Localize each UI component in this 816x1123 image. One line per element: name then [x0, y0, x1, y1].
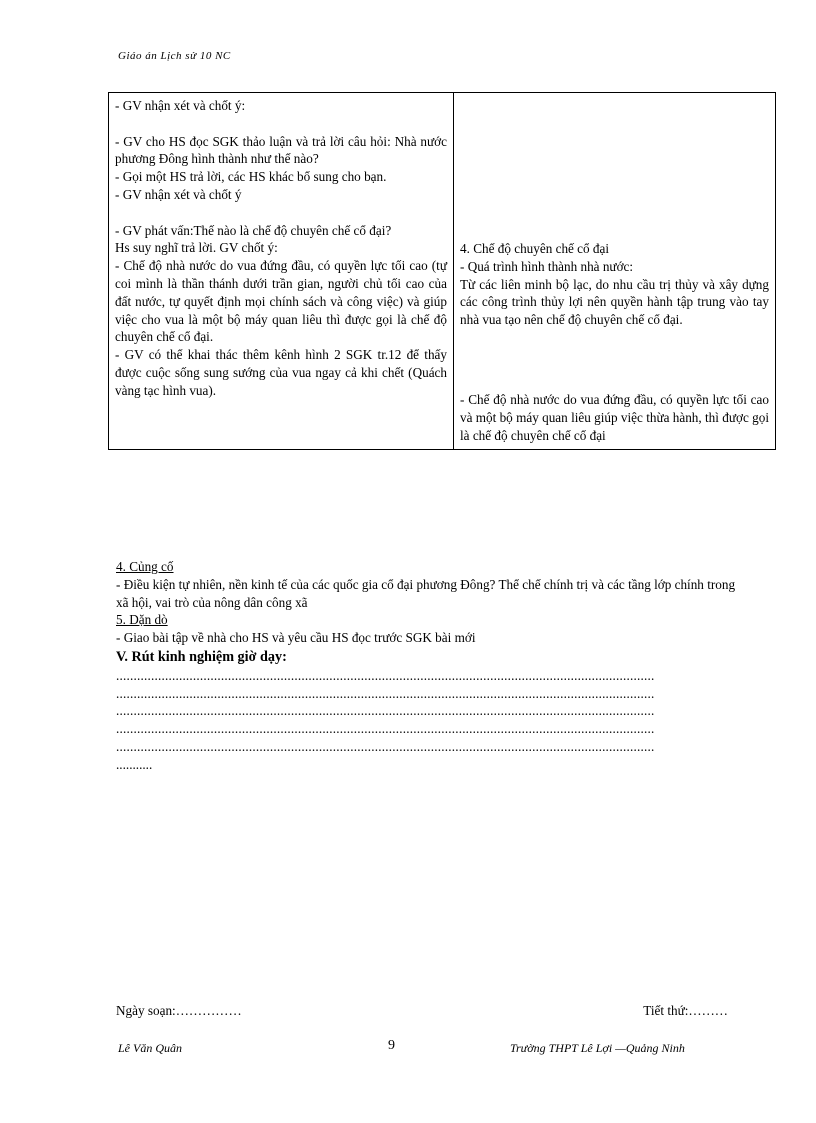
left-paragraph: - Chế độ nhà nước do vua đứng đầu, có quyền lực tối cao (tự coi mình là thần thánh dưới trần gian, người chủ tối cao của đất nước, tự quyết định mọi chính sách và công việc) và giúp việc cho vua là một bộ máy quan liêu thì được gọi là chế độ chuyên chế cổ đại.	[115, 258, 447, 345]
next-lesson-row	[116, 1003, 728, 1019]
author-name: Lê Văn Quân	[118, 1041, 182, 1055]
dotted-line: ..........................................................................................................................................................	[116, 685, 655, 701]
lesson-table	[108, 92, 776, 450]
dotted-line: ..........................................................................................................................................................	[116, 667, 655, 683]
right-paragraph: - Chế độ nhà nước do vua đứng đầu, có quyền lực tối cao và một bộ máy quan liêu giúp việc thừa hành, thì được gọi là chế độ chuyên chế cổ đại	[460, 391, 769, 443]
content-cell	[454, 93, 776, 450]
table-row	[109, 93, 776, 450]
dotted-line: ..........................................................................................................................................................	[116, 738, 655, 754]
left-paragraph: - GV cho HS đọc SGK thảo luận và trả lời câu hỏi: Nhà nước phương Đông hình thành như thế nào?	[115, 133, 447, 167]
left-paragraph: - GV có thể khai thác thêm kênh hình 2 SGK tr.12 để thấy được cuộc sống sung sướng của vua ngay cả khi chết (Quách vàng tạc hình vua).	[115, 347, 447, 398]
section-heading: 4. Chế độ chuyên chế cổ đại	[460, 241, 610, 256]
left-paragraph: - GV nhận xét và chốt ý:	[115, 98, 246, 113]
after-table-content	[116, 558, 746, 774]
dotted-line: ..........................................................................................................................................................	[116, 703, 655, 719]
date-label: Ngày soạn:……………	[116, 1003, 242, 1018]
page-footer	[118, 1038, 718, 1056]
right-subheading: - Quá trình hình thành nhà nước:	[460, 258, 634, 274]
section-title: 4. Củng cố	[116, 559, 174, 574]
left-paragraph: - GV nhận xét và chốt ý	[115, 186, 242, 202]
right-paragraph: Từ các liên minh bộ lạc, do nhu cầu trị thủy và xây dựng các công trình thủy lợi nên quyền hành tập trung vào tay nhà vua tạo nên chế độ chuyên chế cổ đại.	[460, 276, 769, 328]
section-text: - Điều kiện tự nhiên, nền kinh tế của các quốc gia cổ đại phương Đông? Thể chế chính trị và các tầng lớp chính trong xã hội, vai trò của nông dân công xã	[116, 576, 736, 610]
page-number: 9	[388, 1038, 395, 1053]
running-header: Giáo án Lịch sử 10 NC	[118, 50, 231, 62]
reflection-heading: V. Rút kinh nghiệm giờ dạy:	[116, 648, 287, 665]
period-label: Tiết thứ:………	[643, 1003, 728, 1018]
dotted-line: ..........................................................................................................................................................	[116, 721, 655, 737]
teacher-activity-cell	[109, 93, 454, 450]
left-paragraph: Hs suy nghĩ trả lời. GV chốt ý:	[115, 240, 278, 256]
left-paragraph: - GV phát vấn:Thế nào là chế độ chuyên chế cổ đại?	[115, 222, 392, 238]
section-title: 5. Dặn dò	[116, 612, 168, 628]
left-paragraph: - Gọi một HS trả lời, các HS khác bổ sung cho bạn.	[115, 169, 387, 185]
dotted-line-short: ...........	[116, 756, 153, 772]
section-text: - Giao bài tập về nhà cho HS và yêu cầu HS đọc trước SGK bài mới	[116, 630, 476, 646]
school-name: Trường THPT Lê Lợi —Quảng Ninh	[510, 1041, 685, 1055]
